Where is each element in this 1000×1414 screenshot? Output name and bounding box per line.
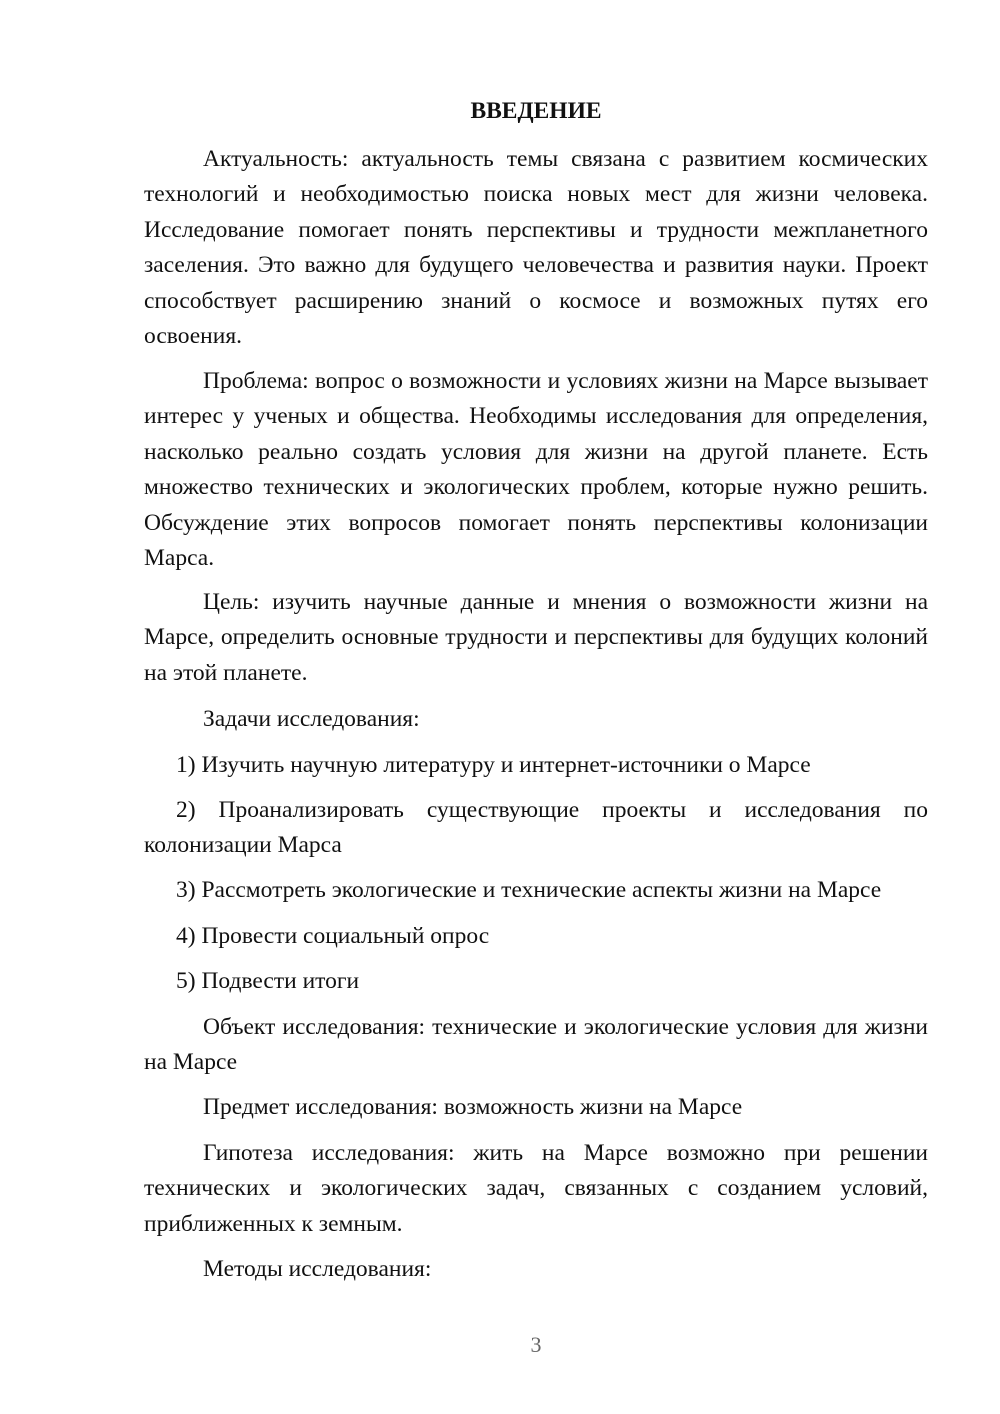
page-number: 3 [530, 1332, 542, 1357]
task-item: 2) Проанализировать существующие проекты и исследования по колонизации Марса [144, 797, 928, 859]
problem-paragraph: Проблема: вопрос о возможности и условиях жизни на Марсе вызывает интерес у ученых и общества. Необходимы исследования для определения, насколько реально создать условия для жизни на другой планете. Есть множество технических и экологических проблем, которые нужно решить. Обсуждение этих вопросов помогает понять перспективы колонизации Марса. [144, 368, 928, 572]
task-item: 1) Изучить научную литературу и интернет-источники о Марсе [176, 752, 811, 778]
object-paragraph: Объект исследования: технические и экологические условия для жизни на Марсе [144, 1014, 928, 1076]
hypothesis-paragraph: Гипотеза исследования: жить на Марсе возможно при решении технических и экологических задач, связанных с созданием условий, приближенных к земным. [144, 1140, 928, 1237]
tasks-heading: Задачи исследования: [203, 706, 420, 732]
task-item: 4) Провести социальный опрос [176, 923, 490, 949]
goal-paragraph: Цель: изучить научные данные и мнения о возможности жизни на Марсе, определить основные трудности и перспективы для будущих колоний на этой планете. [144, 589, 928, 686]
subject-paragraph: Предмет исследования: возможность жизни на Марсе [203, 1094, 743, 1120]
page-title: ВВЕДЕНИЕ [470, 98, 602, 124]
task-item: 3) Рассмотреть экологические и технические аспекты жизни на Марсе [176, 877, 882, 903]
methods-heading: Методы исследования: [203, 1256, 432, 1282]
task-item: 5) Подвести итоги [176, 968, 360, 994]
relevance-paragraph: Актуальность: актуальность темы связана с развитием космических технологий и необходимостью поиска новых мест для жизни человека. Исследование помогает понять перспективы и трудности межпланетного заселения. Это важно для будущего человечества и развития науки. Проект способствует расширению знаний о космосе и возможных путях его освоения. [144, 146, 928, 350]
